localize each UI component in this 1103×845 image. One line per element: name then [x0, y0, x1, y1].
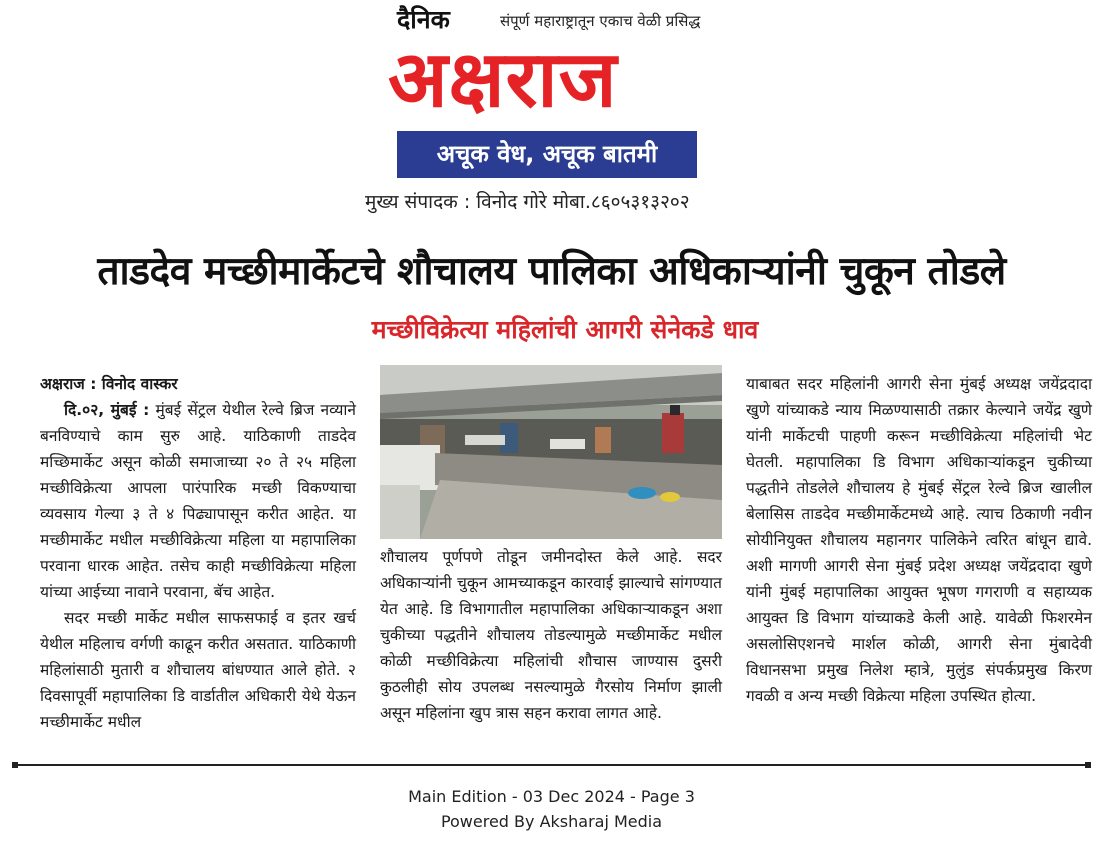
paragraph: याबाबत सदर महिलांनी आगरी सेना मुंबई अध्यक्ष जयेंद्रदादा खुणे यांच्याकडे न्याय मिळण्यासाठी तक्रार केल्याने जयेंद्र खुणे यांनी मार्केटची पाहणी करून मच्छीविक्रेत्या महिलांची भेट घेतली. महापालिका डि विभाग अधिकाऱ्यांकडून चुकीच्या पद्धतीने तोडलेले शौचालय हे मुंबई सेंट्रल रेल्वे ब्रिज खालील बेलासिस ताडदेव मच्छीमार्केटमध्ये आहे. त्याच ठिकाणी नवीन सोयीनियुक्त शौचालय महानगर पालिकेने त्वरित बांधून द्यावे. अशी मागणी आगरी सेना मुंबई प्रदेश अध्यक्ष जयेंद्रदादा खुणे यांनी मुंबई महापालिका आयुक्त भूषण गगराणी व सहाय्यक आयुक्त डि विभाग यांच्याकडे केली आहे. यावेळी फिशरमेन असलोसिएशनचे मार्शल कोळी, आगरी सेना मुंबादेवी विधानसभा प्रमुख निलेश म्हात्रे, मुलुंड संपर्कप्रमुख किरण गवळी व अन्य मच्छी विक्रेत्या महिला उपस्थित होत्या.: [746, 375, 1092, 705]
article-column-2: [380, 544, 722, 726]
news-photo-fish-market: [380, 365, 722, 539]
footer-divider: [12, 762, 1091, 768]
article-column-1: [40, 371, 356, 735]
masthead: [0, 0, 1103, 225]
divider-cap-right: [1085, 762, 1091, 768]
subheadline: मच्छीविक्रेत्या महिलांची आगरी सेनेकडे धाव: [371, 315, 759, 344]
dateline: दि.०२, मुंबई :: [64, 401, 150, 419]
masthead-tagline: संपूर्ण महाराष्ट्रातून एकाच वेळी प्रसिद्ध: [500, 12, 701, 30]
editor-line: मुख्य संपादक : विनोद गोरे मोबा.८६०५३१३२०२: [365, 191, 690, 213]
article-column-3: [746, 371, 1092, 709]
masthead-prefix: दैनिक: [397, 5, 450, 34]
paragraph: सदर मच्छी मार्केट मधील साफसफाई व इतर खर्च येथील महिलाच वर्गणी काढून करीत असतात. याठिकाणी महिलांसाठी मुतारी व शौचालय बांधण्यात आले होते. २ दिवसापूर्वी महापालिका डि वार्डातील अधिकारी येथे येऊन मच्छीमार्केट मधील: [40, 609, 356, 731]
paragraph: शौचालय पूर्णपणे तोडून जमीनदोस्त केले आहे. सदर अधिकाऱ्यांनी चुकून आमच्याकडून कारवाई झाल्याचे सांगण्यात येत आहे. डि विभागातील महापालिका अधिकाऱ्याकडून अशा चुकीच्या पद्धतीने शौचालय तोडल्यामुळे मच्छीमार्केट मधील कोळी मच्छीविक्रेत्या महिलांची शौचास जाण्यास दुसरी कुठलीही सोय उपलब्ध नसल्यामुळे गैरसोय निर्माण झाली असून महिलांना खुप त्रास सहन करावा लागत आहे.: [380, 548, 722, 722]
divider-line: [18, 764, 1085, 766]
powered-by: Powered By Aksharaj Media: [440, 812, 663, 831]
motto-band: [397, 131, 697, 178]
byline: अक्षराज : विनोद वास्कर: [40, 375, 178, 393]
paragraph-text: मुंबई सेंट्रल येथील रेल्वे ब्रिज नव्याने बनविण्याचे काम सुरु आहे. याठिकाणी ताडदेव मच्छिमार्केट असून कोळी समाजाच्या २० ते २५ महिला मच्छीविक्रेत्या आपला पारंपारिक मच्छी विकण्याचा व्यवसाय गेल्या ३ ते ४ पिढ्यापासून करीत आहेत. या मच्छीमार्केट मधील मच्छीविक्रेत्या महिला या महापालिका परवाना धारक आहेत. तसेच काही मच्छीविक्रेत्या महिला यांच्या आईच्या नावाने परवाना, बॅच आहेत.: [40, 401, 356, 601]
photo-illustration: [380, 365, 722, 539]
headline: ताडदेव मच्छीमार्केटचे शौचालय पालिका अधिकाऱ्यांनी चुकून तोडले: [97, 249, 1006, 294]
paragraph: [40, 397, 356, 605]
edition-info: Main Edition - 03 Dec 2024 - Page 3: [408, 787, 695, 806]
motto-text: अचूक वेध, अचूक बातमी: [436, 140, 658, 168]
newspaper-logo: अक्षराज: [388, 35, 618, 125]
